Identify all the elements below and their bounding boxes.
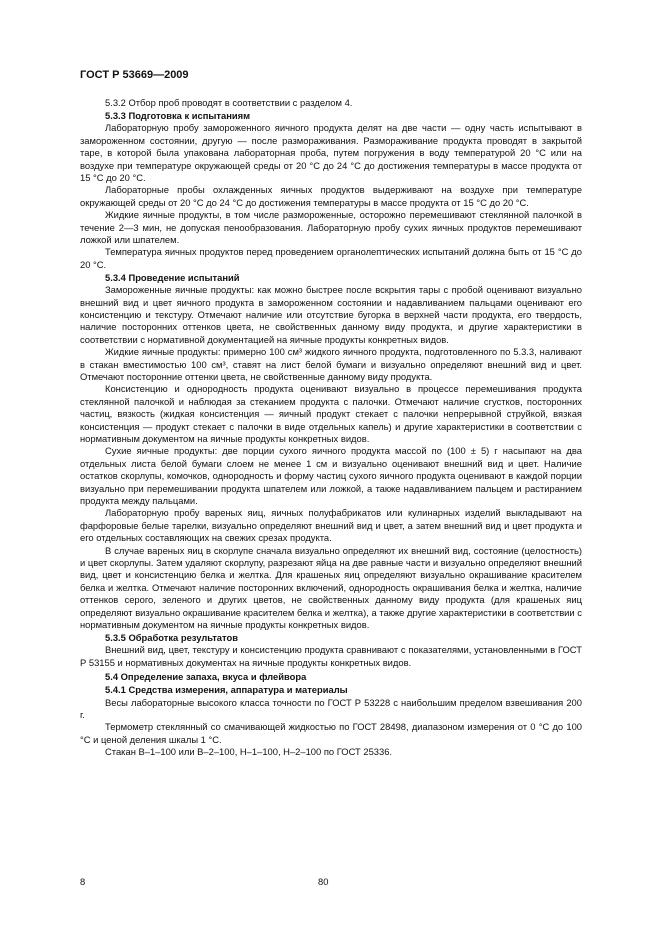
paragraph: Сухие яичные продукты: две порции сухого яичного продукта массой по (100 ± 5) г насыпают на два отдельных листа белой бумаги слоем не менее 1 см и визуально оценивают внешний вид и цвет. Наличие остатков скорлупы, комочков, однородность и форму частиц сухого яичного продукта оценивают в каждой порции визуально при перемешивании продукта шпателем или ложкой, а также надавливанием пальцем и растиранием продукта между пальцами. — [80, 445, 582, 506]
paragraph: Лабораторную пробу замороженного яичного продукта делят на две части — одну часть испытывают в замороженном состоянии, другую — после размораживания. Размораживание продукта проводят в закрытой таре, в которой была упакована лабораторная проба, путем погружения в воду температурой 20 °С или на воздухе при температуре окружающей среды от 20 °С до 24 °С до достижения температуры в массе продукта от 15 °С до 20 °С. — [80, 122, 582, 183]
document-body — [80, 97, 582, 759]
heading-5-3-3: 5.3.3 Подготовка к испытаниям — [105, 109, 251, 121]
paragraph: Стакан В–1–100 или В–2–100, Н–1–100, Н–2–100 по ГОСТ 25336. — [105, 746, 393, 758]
paragraph: Консистенцию и однородность продукта оценивают визуально в процессе перемешивания продукта стеклянной палочкой и наблюдая за стеканием продукта с палочки. Отмечают наличие сгустков, посторонних частиц, вязкость (жидкая консистенция — яичный продукт стекает с палочки непрерывной струйкой, вязкая консистенция — продукт стекает с палочки в виде отдельных капель) и другие характеристики в соответствии с нормативным документом на яичные продукты конкретных видов. — [80, 383, 582, 444]
paragraph: Весы лабораторные высокого класса точности по ГОСТ Р 53228 с наибольшим пределом взвешивания 200 г. — [80, 696, 582, 720]
paragraph: Жидкие яичные продукты: примерно 100 см³ жидкого яичного продукта, подготовленного по 5.3.3, наливают в стакан вместимостью 100 см³, ставят на лист белой бумаги и визуально определяют внешний вид и цвет. Отмечают посторонние оттенки цвета, не свойственные данному виду продукта. — [80, 346, 582, 382]
paragraph: Лабораторные пробы охлажденных яичных продуктов выдерживают на воздухе при температуре окружающей среды от 20 °С до 24 °С до достижения температуры в массе продукта от 15 °С до 20 °С. — [80, 184, 582, 208]
paragraph: Температура яичных продуктов перед проведением органолептических испытаний должна быть от 15 °С до 20 °С. — [80, 246, 582, 270]
paragraph: В случае вареных яиц в скорлупе сначала визуально определяют их внешний вид, состояние (целостность) и цвет скорлупы. Затем удаляют скорлупу, разрезают яйца на две равные части и визуально определяют внешний вид, цвет и консистенцию белка и желтка. Для крашеных яиц определяют визуально окрашивание красителем белка и желтка. Отмечают наличие посторонних включений, однородность окрашивания белка и желтка, наличие оттенков серого, зеленого и других цветов, не свойственных данному виду продукта (для крашеных яиц определяют визуально окрашивание красителем белка и желтка), а также другие характеристики в соответствии с нормативным документом на яичные продукты конкретных видов. — [80, 544, 582, 631]
document-header: ГОСТ Р 53669—2009 — [80, 69, 189, 81]
heading-5-4: 5.4 Определение запаха, вкуса и флейвора — [105, 670, 307, 682]
paragraph: Замороженные яичные продукты: как можно быстрее после вскрытия тары с пробой оценивают визуально внешний вид и цвет яичного продукта в замороженном состоянии и надавливанием пальцами оценивают его консистенцию и текстуру. Отмечают наличие или отсутствие бугорка в верхней части продукта, его твердость, наличие посторонних оттенков цвета, не свойственных данному виду продукта, и другие характеристики в соответствии с нормативной документацией на яичные продукты конкретных видов. — [80, 284, 582, 345]
heading-5-3-5: 5.3.5 Обработка результатов — [105, 631, 238, 643]
page-number-center: 80 — [318, 876, 329, 887]
heading-5-3-4: 5.3.4 Проведение испытаний — [105, 271, 240, 283]
paragraph: Жидкие яичные продукты, в том числе размороженные, осторожно перемешивают стеклянной палочкой в течение 2—3 мин, не допуская пенообразования. Лабораторную пробу сухих яичных продуктов перемешивают ложкой или шпателем. — [80, 209, 582, 245]
paragraph: Термометр стеклянный со смачивающей жидкостью по ГОСТ 28498, диапазоном измерения от 0 °С до 100 °С и ценой деления шкалы 1 °С. — [80, 721, 582, 745]
paragraph: Внешний вид, цвет, текстуру и консистенцию продукта сравнивают с показателями, установленными в ГОСТ Р 53155 и нормативных документах на яичные продукты конкретных видов. — [80, 644, 582, 668]
paragraph: Лабораторную пробу вареных яиц, яичных полуфабрикатов или кулинарных изделий выкладывают на фарфоровые белые тарелки, визуально определяют внешний вид и цвет, а затем внешний вид и цвет продукта и его отдельных составляющих на свежих срезах продукта. — [80, 507, 582, 544]
section-5-3-2: 5.3.2 Отбор проб проводят в соответствии с разделом 4. — [105, 97, 353, 108]
heading-5-4-1: 5.4.1 Средства измерения, аппаратура и материалы — [105, 684, 348, 696]
page-number-left: 8 — [80, 876, 86, 887]
